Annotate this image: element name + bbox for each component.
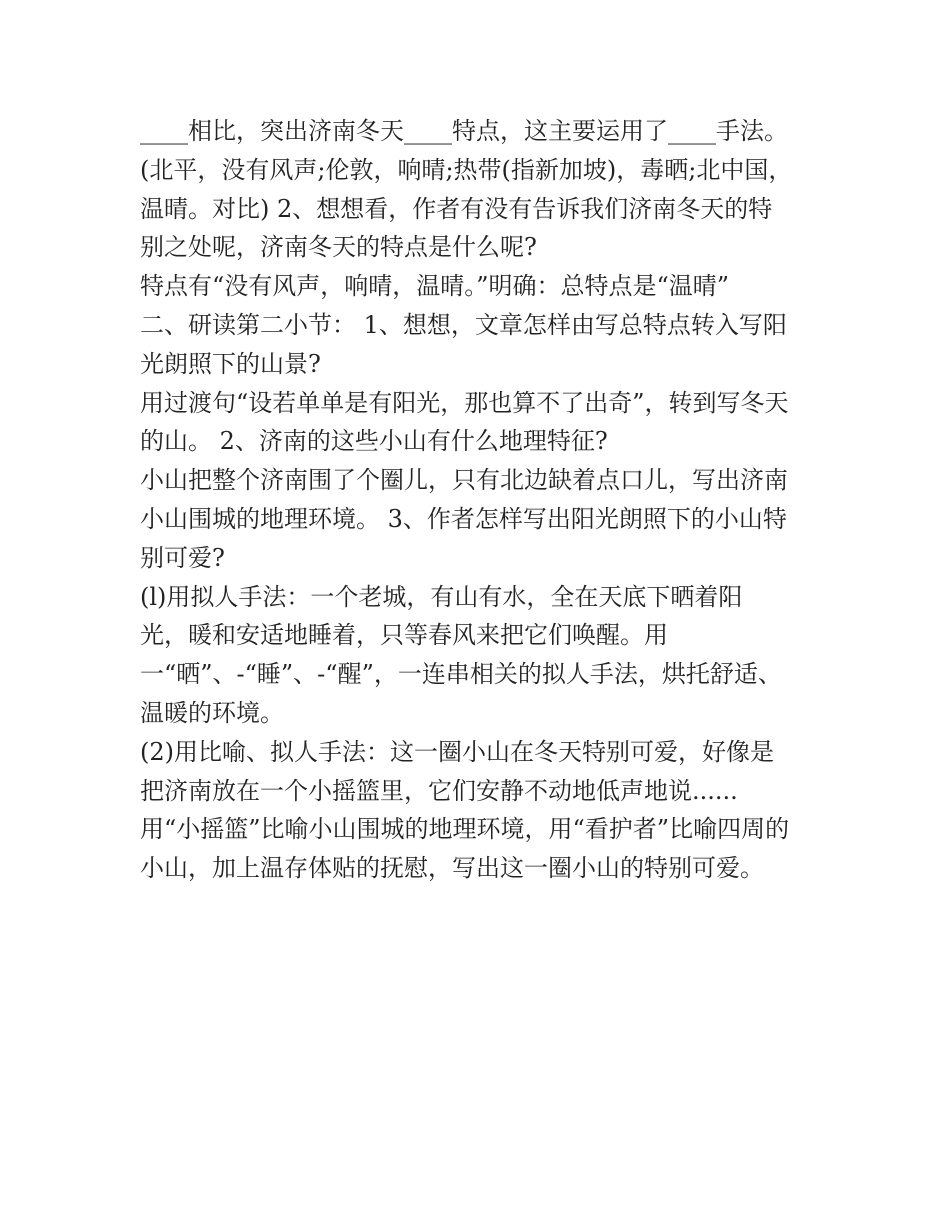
text-line: 二、研读第二小节： 1、想想，文章怎样由写总特点转入写阳	[140, 310, 787, 339]
text-line: 小山围城的地理环境。 3、作者怎样写出阳光朗照下的小山特	[140, 504, 787, 533]
text-line: 小山把整个济南围了个圈儿，只有北边缺着点口儿，写出济南	[140, 466, 788, 495]
text-line: (2)用比喻、拟人手法：这一圈小山在冬天特别可爱，好像是	[140, 737, 774, 766]
text-line: 温晴。对比) 2、想想看，作者有没有告诉我们济南冬天的特	[140, 194, 773, 223]
text-line: 光，暖和安适地睡着，只等春风来把它们唤醒。用	[140, 621, 668, 650]
text-line: 用“小摇篮”比喻小山围城的地理环境，用“看护者”比喻四周的	[140, 815, 790, 844]
text-line: 一“晒”、-“睡”、-“醒”，一连串相关的拟人手法，烘托舒适、	[140, 660, 782, 689]
text-line: 别可爱?	[140, 543, 225, 572]
text-line: 光朗照下的山景?	[140, 349, 321, 378]
text-line: (北平，没有风声;伦敦，响晴;热带(指新加坡)，毒晒;北中国，	[140, 155, 793, 184]
text-line: 把济南放在一个小摇篮里，它们安静不动地低声地说......	[140, 776, 738, 805]
text-line: 小山，加上温存体贴的抚慰，写出这一圈小山的特别可爱。	[140, 854, 764, 883]
text-line: 别之处呢，济南冬天的特点是什么呢?	[140, 233, 537, 262]
text-line: 用过渡句“设若单单是有阳光，那也算不了出奇”，转到写冬天	[140, 388, 789, 417]
text-line: 温暖的环境。	[140, 698, 284, 727]
document-body	[140, 112, 830, 888]
text-line: 特点有“没有风声，响晴，温晴。”明确：总特点是“温晴”	[140, 272, 730, 301]
text-line: 的山。 2、济南的这些小山有什么地理特征?	[140, 427, 608, 456]
text-line: (l)用拟人手法：一个老城，有山有水，全在天底下晒着阳	[140, 582, 743, 611]
text-line: ____相比，突出济南冬天____特点，这主要运用了____手法。	[140, 117, 788, 145]
